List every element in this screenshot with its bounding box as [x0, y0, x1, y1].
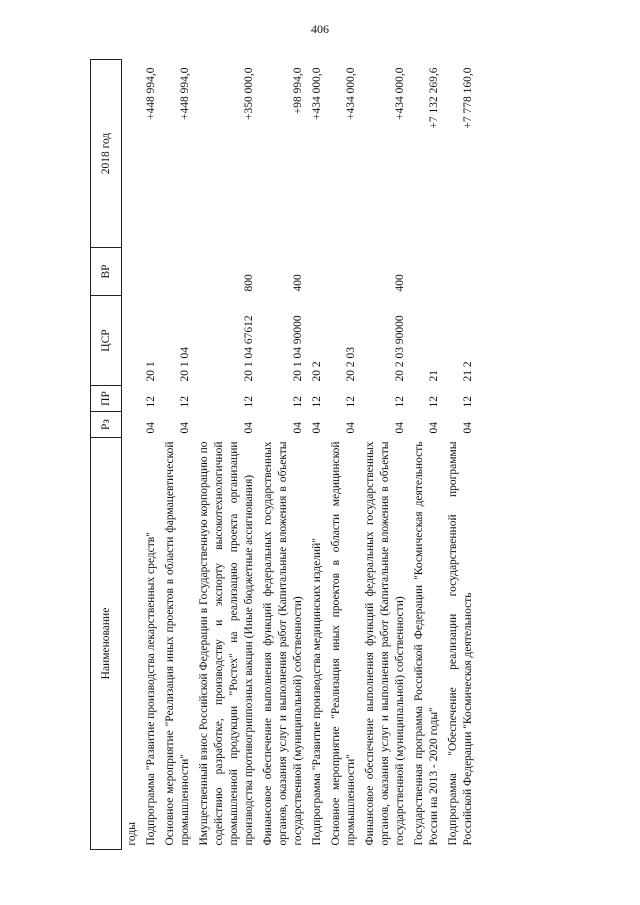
row-csr: 20 2 03 90000 — [394, 315, 406, 382]
row-vr: 400 — [292, 274, 304, 292]
row-pr: 12 — [311, 396, 323, 408]
row-rz: 04 — [345, 422, 357, 434]
row-csr: 20 2 03 — [345, 347, 357, 382]
header-vr: ВР — [91, 248, 122, 296]
row-csr: 20 1 04 — [179, 347, 191, 382]
header-name: Наименование — [91, 438, 122, 850]
table-row — [361, 60, 410, 850]
budget-table — [90, 59, 478, 850]
row-name: Подпрограмма "Обеспечение реализации государственной программы Российской Федерации "Космическая деятельность — [447, 441, 474, 846]
row-pr: 12 — [462, 396, 474, 408]
row-vr: 800 — [243, 274, 255, 292]
row-value: +7 778 160,0 — [462, 67, 474, 129]
row-pr: 12 — [145, 396, 157, 408]
table-row — [161, 60, 195, 850]
row-csr: 21 2 — [462, 361, 474, 382]
row-rz: 04 — [394, 422, 406, 434]
row-pr: 12 — [345, 396, 357, 408]
row-pr: 12 — [394, 396, 406, 408]
row-rz: 04 — [145, 422, 157, 434]
table-header-row — [91, 60, 122, 850]
row-name: Имущественный взнос Российской Федерации в Государственную корпорацию по содействию разработке, производству и экспорту высокотехнологичной промышленной продукции "Ростех" на реализацию проекта организации производства противогриппозных вакцин (Иные бюджетные ассигнования) — [198, 441, 255, 846]
row-vr — [444, 248, 478, 296]
table-row — [410, 60, 444, 850]
row-csr: 20 1 — [145, 361, 157, 382]
row-pr: 12 — [243, 396, 255, 408]
row-csr: 20 1 04 67612 — [243, 315, 255, 382]
row-vr — [308, 248, 327, 296]
row-vr — [327, 248, 361, 296]
row-value: +448 994,0 — [179, 67, 191, 120]
header-rz: Рз — [91, 412, 122, 438]
table-row — [259, 60, 308, 850]
table-row — [327, 60, 361, 850]
row-name: Основное мероприятие "Реализация иных проектов в области фармацевтической промышленности" — [164, 441, 191, 846]
row-value: +448 994,0 — [145, 67, 157, 120]
row-value: +350 000,0 — [243, 67, 255, 120]
row-name: Подпрограмма "Развитие производства медицинских изделий" — [311, 538, 323, 846]
row-pr: 12 — [292, 396, 304, 408]
row-pr: 12 — [179, 396, 191, 408]
header-year: 2018 год — [91, 60, 122, 248]
row-vr — [161, 248, 195, 296]
header-pr: ПР — [91, 386, 122, 412]
row-csr: 21 — [428, 370, 440, 382]
header-csr: ЦСР — [91, 296, 122, 386]
row-csr: 20 1 04 90000 — [292, 315, 304, 382]
row-name: Финансовое обеспечение выполнения функций федеральных государственных органов, оказания услуг и выполнения работ (Капитальные вложения в объекты государственной (муниципальной) собственности) — [262, 441, 304, 846]
row-rz: 04 — [292, 422, 304, 434]
row-vr — [142, 248, 161, 296]
rotated-table-page — [90, 60, 600, 850]
row-value: +98 994,0 — [292, 67, 304, 115]
row-value: +434 000,0 — [311, 67, 323, 120]
row-rz: 04 — [428, 422, 440, 434]
row-rz: 04 — [243, 422, 255, 434]
row-vr: 400 — [394, 274, 406, 292]
continuation-text: годы — [126, 822, 138, 846]
row-value: +434 000,0 — [394, 67, 406, 120]
row-csr: 20 2 — [311, 361, 323, 382]
page-number: 406 — [311, 22, 329, 36]
row-name: Финансовое обеспечение выполнения функций федеральных государственных органов, оказания услуг и выполнения работ (Капитальные вложения в объекты государственной (муниципальной) собственности) — [364, 441, 406, 846]
row-rz: 04 — [462, 422, 474, 434]
row-name: Государственная программа Российской Федерации "Космическая деятельность России на 2013 - 2020 годы" — [413, 441, 440, 846]
table-row — [444, 60, 478, 850]
table-row — [308, 60, 327, 850]
row-name: Основное мероприятие "Реализация иных проектов в области медицинской промышленности" — [330, 441, 357, 846]
table-row — [142, 60, 161, 850]
row-vr — [410, 248, 444, 296]
row-name: Подпрограмма "Развитие производства лекарственных средств" — [145, 532, 157, 846]
continuation-row — [122, 60, 143, 850]
row-value: +434 000,0 — [345, 67, 357, 120]
row-pr: 12 — [428, 396, 440, 408]
table-row — [195, 60, 259, 850]
row-rz: 04 — [311, 422, 323, 434]
row-rz: 04 — [179, 422, 191, 434]
row-value: +7 132 269,6 — [428, 67, 440, 129]
